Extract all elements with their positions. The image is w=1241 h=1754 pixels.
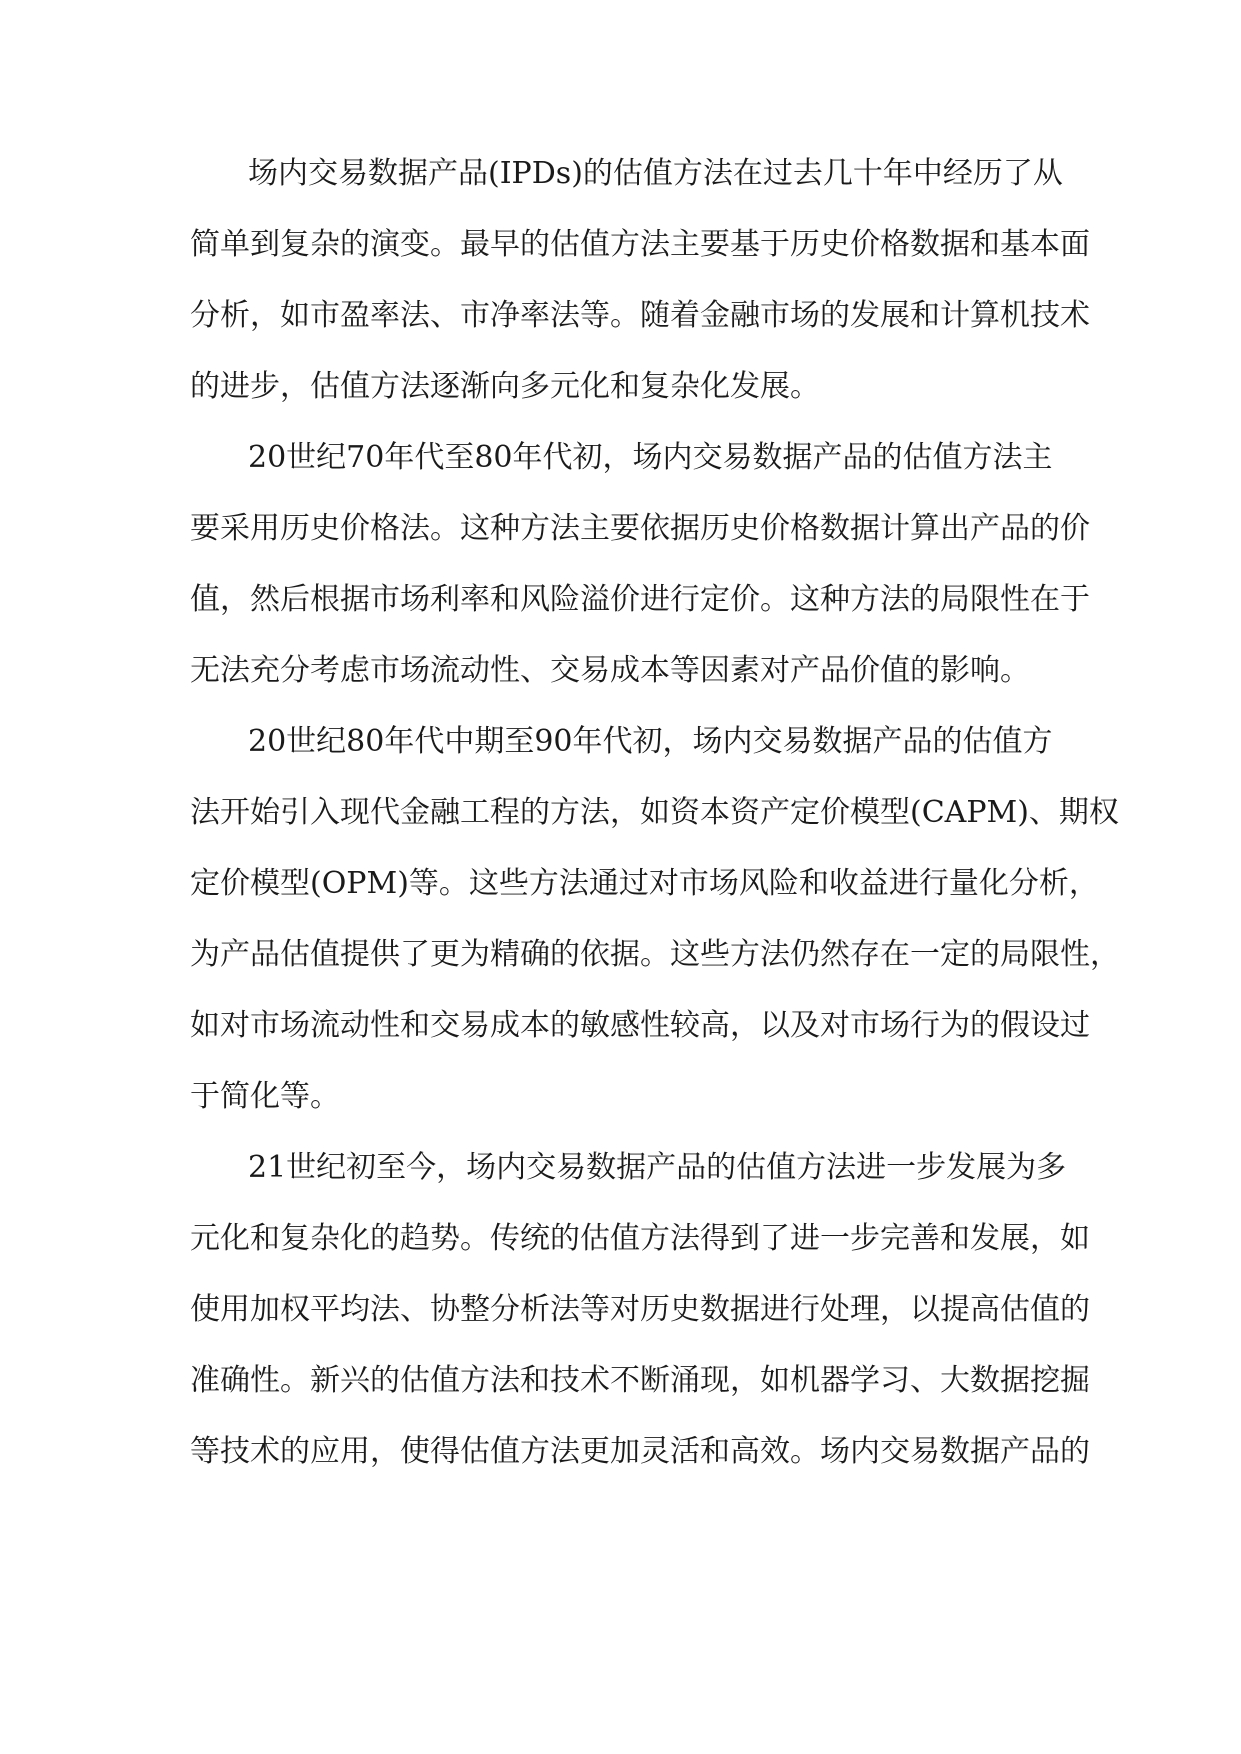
paragraph-1-line-4: 的进步，估值方法逐渐向多元化和复杂化发展。 [190,369,820,404]
paragraph-2-line-4: 无法充分考虑市场流动性、交易成本等因素对产品价值的影响。 [190,653,1030,688]
paragraph-4-line-3: 使用加权平均法、协整分析法等对历史数据进行处理，以提高估值的 [190,1292,1090,1327]
paragraph-3-line-5: 如对市场流动性和交易成本的敏感性较高，以及对市场行为的假设过 [190,1008,1090,1043]
paragraph-1-line-3: 分析，如市盈率法、市净率法等。随着金融市场的发展和计算机技术 [190,298,1090,333]
paragraph-3-line-6: 于简化等。 [190,1079,340,1114]
paragraph-4-line-4: 准确性。新兴的估值方法和技术不断涌现，如机器学习、大数据挖掘 [190,1363,1090,1398]
paragraph-3-line-1: 20世纪80年代中期至90年代初，场内交易数据产品的估值方 [248,724,1053,759]
paragraph-1-line-2: 简单到复杂的演变。最早的估值方法主要基于历史价格数据和基本面 [190,227,1090,262]
body-text [190,144,1120,1493]
paragraph-3-line-2: 法开始引入现代金融工程的方法，如资本资产定价模型(CAPM)、期权 [190,795,1119,830]
paragraph-4-line-5: 等技术的应用，使得估值方法更加灵活和高效。场内交易数据产品的 [190,1434,1090,1469]
paragraph-4-line-1: 21世纪初至今，场内交易数据产品的估值方法进一步发展为多 [248,1150,1067,1185]
paragraph-2-line-2: 要采用历史价格法。这种方法主要依据历史价格数据计算出产品的价 [190,511,1090,546]
paragraph-2-line-3: 值，然后根据市场利率和风险溢价进行定价。这种方法的局限性在于 [190,582,1090,617]
paragraph-3-line-3: 定价模型(OPM)等。这些方法通过对市场风险和收益进行量化分析， [190,866,1099,901]
paragraph-4-line-2: 元化和复杂化的趋势。传统的估值方法得到了进一步完善和发展，如 [190,1221,1090,1256]
paragraph-3-line-4: 为产品估值提供了更为精确的依据。这些方法仍然存在一定的局限性， [190,937,1120,972]
paragraph-1-line-1: 场内交易数据产品(IPDs)的估值方法在过去几十年中经历了从 [248,156,1063,191]
paragraph-2-line-1: 20世纪70年代至80年代初，场内交易数据产品的估值方法主 [248,440,1053,475]
